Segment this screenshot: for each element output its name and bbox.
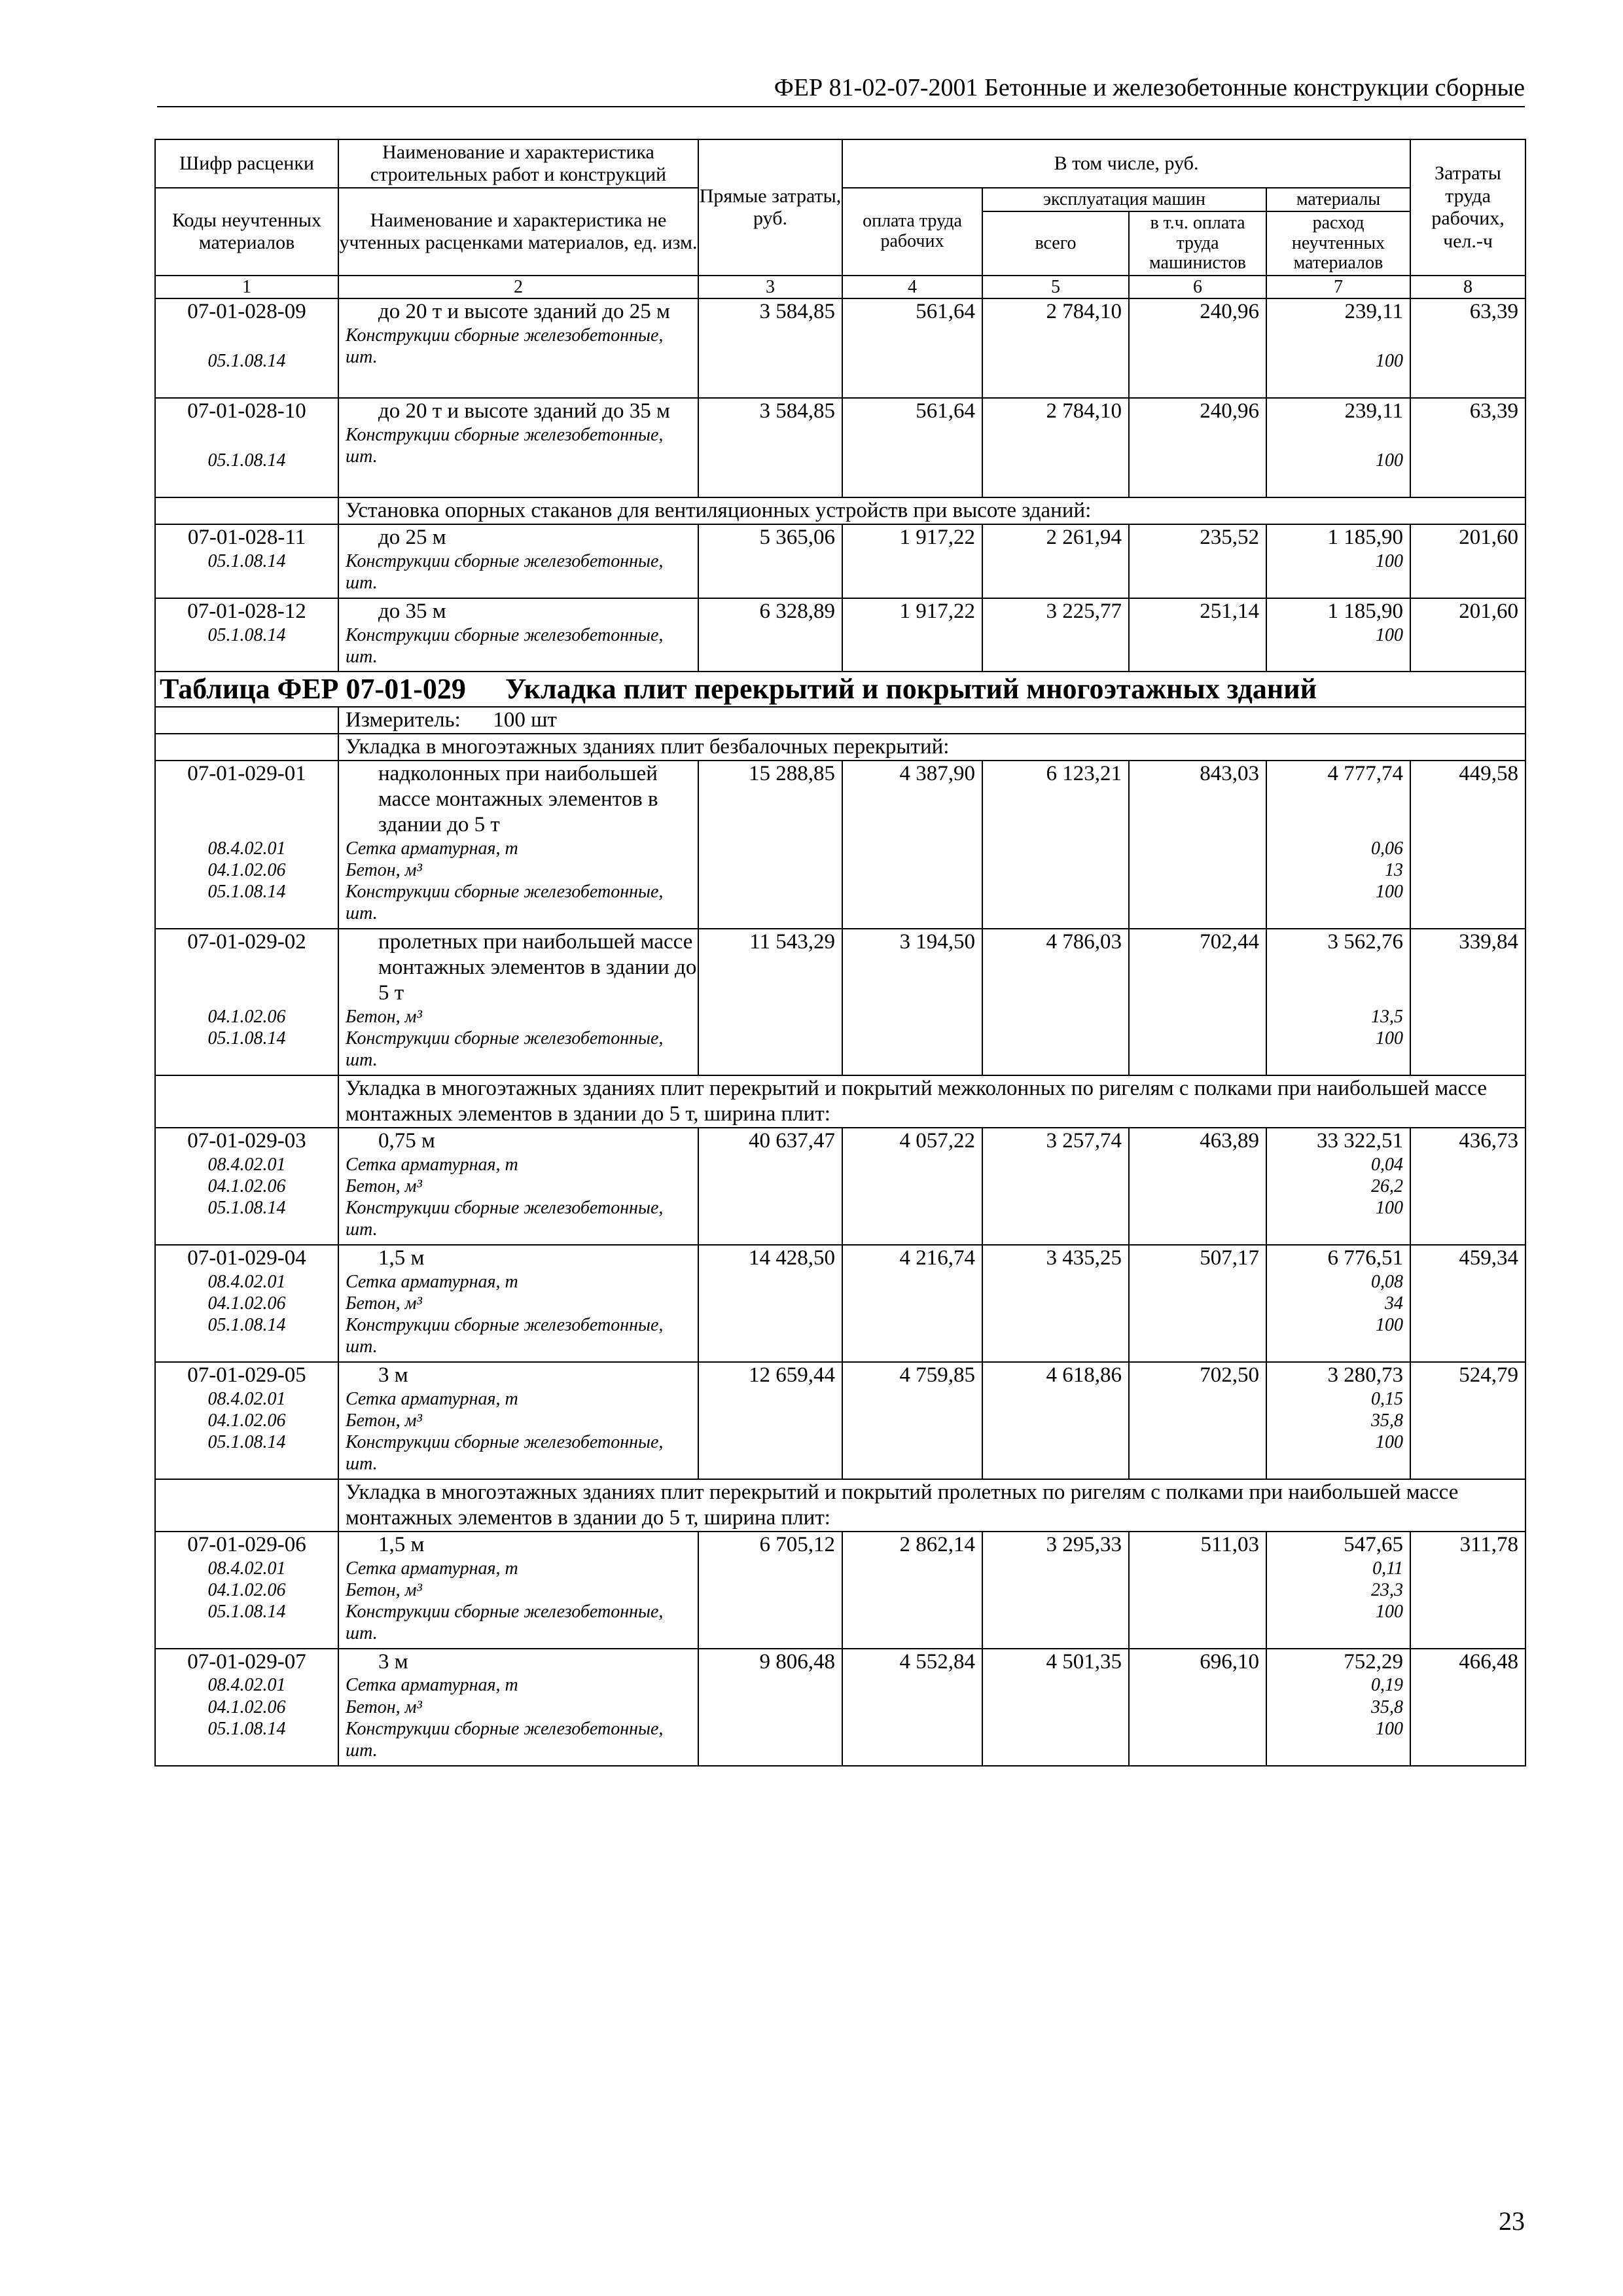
rate-name: до 20 т и высоте зданий до 35 м: [378, 399, 670, 423]
machinists-pay-cell: 702,50: [1129, 1362, 1266, 1479]
col-materials: материалы: [1266, 188, 1410, 211]
material-code: 04.1.02.06: [207, 1006, 286, 1027]
material-name: Конструкции сборные железобетонные, шт.: [346, 325, 664, 367]
col-labor-cost: Затраты труда рабочих, чел.-ч: [1410, 139, 1525, 276]
labor-hours-cell: 339,84: [1410, 929, 1525, 1075]
machinists-pay-cell: 240,96: [1129, 298, 1266, 398]
material-name: Сетка арматурная, т: [346, 1271, 518, 1292]
col-machinists-pay: в т.ч. оплата труда машинистов: [1129, 211, 1266, 276]
labor-pay-cell: 4 552,84: [842, 1649, 982, 1766]
material-code: 08.4.02.01: [207, 1558, 286, 1579]
materials-cell: [1266, 1128, 1410, 1245]
rate-name: до 20 т и высоте зданий до 25 м: [378, 300, 670, 324]
machinists-pay-cell: 843,03: [1129, 761, 1266, 929]
header-row-1: [155, 139, 1525, 188]
labor-pay-cell: 4 216,74: [842, 1245, 982, 1362]
rate-code: 07-01-028-10: [187, 399, 306, 423]
name-cell: [338, 1532, 698, 1649]
name-cell: [338, 1245, 698, 1362]
material-code: 05.1.08.14: [207, 882, 286, 903]
material-name: Бетон, м³: [346, 1696, 422, 1717]
name-cell: [338, 398, 698, 497]
material-qty: 0,11: [1372, 1558, 1404, 1579]
materials-value: 752,29: [1344, 1649, 1404, 1674]
material-code: 08.4.02.01: [207, 1154, 286, 1175]
labor-hours-cell: 63,39: [1410, 298, 1525, 398]
material-qty: 100: [1376, 1197, 1404, 1218]
rate-code: 07-01-028-09: [187, 300, 306, 324]
materials-value: 1 185,90: [1327, 599, 1404, 623]
material-name: Бетон, м³: [346, 1175, 422, 1196]
materials-cell: [1266, 1532, 1410, 1649]
rate-code: 07-01-029-01: [187, 762, 306, 786]
material-qty: 23,3: [1371, 1579, 1404, 1600]
material-qty: 100: [1376, 624, 1404, 645]
name-cell: [338, 761, 698, 929]
material-name: Конструкции сборные железобетонные, шт.: [346, 550, 664, 593]
rate-name: 3 м: [378, 1363, 408, 1387]
name-cell: [338, 524, 698, 598]
material-name: Конструкции сборные железобетонные, шт.: [346, 882, 664, 924]
material-code: 05.1.08.14: [207, 1718, 286, 1739]
material-code: 05.1.08.14: [207, 1197, 286, 1218]
labor-pay-cell: 3 194,50: [842, 929, 982, 1075]
material-code: 05.1.08.14: [207, 1028, 286, 1049]
material-name: Конструкции сборные железобетонные, шт.: [346, 1601, 664, 1643]
machines-total-cell: 3 295,33: [982, 1532, 1129, 1649]
col-number: 4: [842, 276, 982, 298]
table-row: [155, 761, 1525, 929]
material-qty: 0,04: [1371, 1154, 1404, 1175]
section-title: Укладка в многоэтажных зданиях плит безбалочных перекрытий:: [338, 734, 1525, 761]
machines-total-cell: 2 784,10: [982, 298, 1129, 398]
material-name: Бетон, м³: [346, 1410, 422, 1431]
labor-hours-cell: 449,58: [1410, 761, 1525, 929]
material-name: Конструкции сборные железобетонные, шт.: [346, 1197, 664, 1240]
labor-pay-cell: 2 862,14: [842, 1532, 982, 1649]
material-code: 05.1.08.14: [207, 350, 286, 371]
table-row: [155, 598, 1525, 672]
direct-cost-cell: 15 288,85: [698, 761, 842, 929]
direct-cost-cell: 6 705,12: [698, 1532, 842, 1649]
material-code: 04.1.02.06: [207, 1696, 286, 1717]
col-direct: Прямые затраты, руб.: [698, 139, 842, 276]
direct-cost-cell: 14 428,50: [698, 1245, 842, 1362]
material-code: 04.1.02.06: [207, 1293, 286, 1314]
materials-value: 239,11: [1344, 399, 1404, 423]
direct-cost-cell: 3 584,85: [698, 298, 842, 398]
rate-code: 07-01-029-07: [187, 1649, 306, 1674]
table-meter-row: [155, 707, 1525, 734]
col-code-top: Шифр расценки: [155, 139, 338, 188]
labor-pay-cell: 4 759,85: [842, 1362, 982, 1479]
material-code: 04.1.02.06: [207, 860, 286, 881]
name-cell: [338, 929, 698, 1075]
page-header: ФЕР 81-02-07-2001 Бетонные и железобетонные конструкции сборные: [157, 73, 1525, 107]
machines-total-cell: 6 123,21: [982, 761, 1129, 929]
table-row: [155, 929, 1525, 1075]
materials-cell: [1266, 1245, 1410, 1362]
col-number: 2: [338, 276, 698, 298]
table-row: [155, 1128, 1525, 1245]
materials-cell: [1266, 398, 1410, 497]
labor-hours-cell: 459,34: [1410, 1245, 1525, 1362]
material-name: Бетон, м³: [346, 1006, 422, 1027]
material-qty: 100: [1376, 1601, 1404, 1622]
material-qty: 100: [1376, 550, 1404, 571]
section-title: Укладка в многоэтажных зданиях плит перекрытий и покрытий пролетных по ригелям с полками при наибольшей массе монтажных элементов в здании до 5 т, ширина плит:: [338, 1479, 1525, 1532]
material-name: Сетка арматурная, т: [346, 1558, 518, 1579]
rate-name: 0,75 м: [378, 1128, 435, 1153]
material-qty: 13: [1385, 860, 1404, 881]
material-qty: 35,8: [1371, 1696, 1404, 1717]
table-meter: Измеритель: 100 шт: [338, 707, 1525, 734]
material-qty: 100: [1376, 1028, 1404, 1049]
col-machines-total: всего: [982, 211, 1129, 276]
col-code-bottom: Коды неучтенных материалов: [155, 188, 338, 276]
machinists-pay-cell: 696,10: [1129, 1649, 1266, 1766]
materials-value: 6 776,51: [1327, 1246, 1404, 1270]
labor-hours-cell: 466,48: [1410, 1649, 1525, 1766]
table-caption-row: [155, 672, 1525, 707]
direct-cost-cell: 40 637,47: [698, 1128, 842, 1245]
machines-total-cell: 4 618,86: [982, 1362, 1129, 1479]
labor-hours-cell: 63,39: [1410, 398, 1525, 497]
rate-code: 07-01-028-11: [187, 525, 306, 549]
section-empty-cell: [155, 497, 338, 524]
material-code: 04.1.02.06: [207, 1579, 286, 1600]
labor-pay-cell: 561,64: [842, 298, 982, 398]
material-name: Бетон, м³: [346, 860, 422, 881]
section-empty-cell: [155, 734, 338, 761]
rate-code: 07-01-029-06: [187, 1532, 306, 1556]
material-name: Конструкции сборные железобетонные, шт.: [346, 1718, 664, 1761]
direct-cost-cell: 12 659,44: [698, 1362, 842, 1479]
col-number: 1: [155, 276, 338, 298]
code-cell: [155, 1362, 338, 1479]
labor-hours-cell: 524,79: [1410, 1362, 1525, 1479]
material-qty: 0,15: [1371, 1388, 1404, 1409]
table-code: Таблица ФЕР 07-01-029: [160, 673, 466, 706]
code-cell: [155, 1532, 338, 1649]
material-qty: 26,2: [1371, 1175, 1404, 1196]
col-including: В том числе, руб.: [842, 139, 1410, 188]
rate-code: 07-01-028-12: [187, 599, 306, 623]
page-number: 23: [1499, 2206, 1525, 2236]
table-row: [155, 1362, 1525, 1479]
materials-cell: [1266, 1362, 1410, 1479]
machines-total-cell: 4 501,35: [982, 1649, 1129, 1766]
materials-value: 3 562,76: [1327, 930, 1404, 954]
col-number: 5: [982, 276, 1129, 298]
labor-pay-cell: 561,64: [842, 398, 982, 497]
section-title: Установка опорных стаканов для вентиляционных устройств при высоте зданий:: [338, 497, 1525, 524]
col-number: 7: [1266, 276, 1410, 298]
material-name: Конструкции сборные железобетонные, шт.: [346, 1431, 664, 1474]
rate-name: 1,5 м: [378, 1532, 425, 1556]
col-labor-pay: оплата труда рабочих: [842, 188, 982, 276]
section-row: [155, 734, 1525, 761]
name-cell: [338, 598, 698, 672]
rate-name: до 25 м: [378, 525, 446, 549]
machinists-pay-cell: 235,52: [1129, 524, 1266, 598]
material-name: Сетка арматурная, т: [346, 1154, 518, 1175]
materials-value: 547,65: [1344, 1532, 1404, 1556]
table-row: [155, 298, 1525, 398]
material-code: 08.4.02.01: [207, 838, 286, 859]
section-row: [155, 497, 1525, 524]
materials-value: 33 322,51: [1317, 1128, 1404, 1153]
table-row: [155, 1532, 1525, 1649]
col-number: 3: [698, 276, 842, 298]
materials-value: 1 185,90: [1327, 525, 1404, 549]
col-number: 8: [1410, 276, 1525, 298]
materials-cell: [1266, 598, 1410, 672]
rate-name: 1,5 м: [378, 1246, 425, 1270]
material-qty: 35,8: [1371, 1410, 1404, 1431]
material-name: Конструкции сборные железобетонные, шт.: [346, 1314, 664, 1357]
table-row: [155, 398, 1525, 497]
machinists-pay-cell: 463,89: [1129, 1128, 1266, 1245]
material-qty: 0,19: [1371, 1675, 1404, 1696]
machinists-pay-cell: 240,96: [1129, 398, 1266, 497]
materials-value: 3 280,73: [1327, 1363, 1404, 1387]
material-name: Бетон, м³: [346, 1293, 422, 1314]
material-qty: 34: [1385, 1293, 1404, 1314]
machines-total-cell: 4 786,03: [982, 929, 1129, 1075]
code-cell: [155, 1128, 338, 1245]
material-code: 05.1.08.14: [207, 1314, 286, 1335]
material-qty: 0,08: [1371, 1271, 1404, 1292]
table-title: Укладка плит перекрытий и покрытий многоэтажных зданий: [505, 673, 1317, 706]
col-machines: эксплуатация машин: [982, 188, 1266, 211]
materials-cell: [1266, 1649, 1410, 1766]
material-code: 04.1.02.06: [207, 1175, 286, 1196]
material-name: Сетка арматурная, т: [346, 1388, 518, 1409]
rate-code: 07-01-029-05: [187, 1363, 306, 1387]
table-row: [155, 524, 1525, 598]
direct-cost-cell: 6 328,89: [698, 598, 842, 672]
labor-hours-cell: 201,60: [1410, 524, 1525, 598]
material-code: 05.1.08.14: [207, 550, 286, 571]
section-row: [155, 1075, 1525, 1128]
material-code: 05.1.08.14: [207, 1601, 286, 1622]
table-row: [155, 1245, 1525, 1362]
material-name: Сетка арматурная, т: [346, 1675, 518, 1696]
name-cell: [338, 1128, 698, 1245]
material-code: 05.1.08.14: [207, 1431, 286, 1452]
material-code: 08.4.02.01: [207, 1388, 286, 1409]
col-name-top: Наименование и характеристика строительных работ и конструкций: [338, 139, 698, 188]
rate-code: 07-01-029-03: [187, 1128, 306, 1153]
rate-name: 3 м: [378, 1649, 408, 1674]
machinists-pay-cell: 251,14: [1129, 598, 1266, 672]
col-materials-unaccounted: расход неучтенных материалов: [1266, 211, 1410, 276]
rates-table: [154, 139, 1526, 1767]
rate-code: 07-01-029-02: [187, 930, 306, 954]
material-name: Сетка арматурная, т: [346, 838, 518, 859]
section-row: [155, 1479, 1525, 1532]
material-name: Конструкции сборные железобетонные, шт.: [346, 424, 664, 467]
code-cell: [155, 1245, 338, 1362]
machinists-pay-cell: 702,44: [1129, 929, 1266, 1075]
table-row: [155, 1649, 1525, 1766]
labor-pay-cell: 4 387,90: [842, 761, 982, 929]
code-cell: [155, 1649, 338, 1766]
code-cell: [155, 761, 338, 929]
direct-cost-cell: 3 584,85: [698, 398, 842, 497]
material-code: 08.4.02.01: [207, 1271, 286, 1292]
labor-pay-cell: 4 057,22: [842, 1128, 982, 1245]
code-cell: [155, 398, 338, 497]
labor-pay-cell: 1 917,22: [842, 524, 982, 598]
material-qty: 100: [1376, 1314, 1404, 1335]
labor-pay-cell: 1 917,22: [842, 598, 982, 672]
material-qty: 100: [1376, 1718, 1404, 1739]
materials-value: 4 777,74: [1327, 762, 1404, 786]
material-qty: 100: [1376, 1431, 1404, 1452]
machinists-pay-cell: 511,03: [1129, 1532, 1266, 1649]
labor-hours-cell: 311,78: [1410, 1532, 1525, 1649]
material-code: 05.1.08.14: [207, 450, 286, 471]
material-qty: 13,5: [1371, 1006, 1404, 1027]
code-cell: [155, 598, 338, 672]
material-code: 04.1.02.06: [207, 1410, 286, 1431]
name-cell: [338, 298, 698, 398]
materials-value: 239,11: [1344, 300, 1404, 324]
material-qty: 100: [1376, 882, 1404, 903]
code-cell: [155, 929, 338, 1075]
col-number: 6: [1129, 276, 1266, 298]
section-title: Укладка в многоэтажных зданиях плит перекрытий и покрытий межколонных по ригелям с полками при наибольшей массе монтажных элементов в здании до 5 т, ширина плит:: [338, 1075, 1525, 1128]
machinists-pay-cell: 507,17: [1129, 1245, 1266, 1362]
name-cell: [338, 1649, 698, 1766]
direct-cost-cell: 5 365,06: [698, 524, 842, 598]
rate-code: 07-01-029-04: [187, 1246, 306, 1270]
material-qty: 0,06: [1371, 838, 1404, 859]
materials-cell: [1266, 929, 1410, 1075]
table-caption: [155, 672, 1525, 707]
materials-cell: [1266, 298, 1410, 398]
rate-name: до 35 м: [378, 599, 446, 623]
material-name: Бетон, м³: [346, 1579, 422, 1600]
direct-cost-cell: 9 806,48: [698, 1649, 842, 1766]
name-cell: [338, 1362, 698, 1479]
materials-cell: [1266, 524, 1410, 598]
section-empty-cell: [155, 1479, 338, 1532]
rate-name: пролетных при наибольшей массе монтажных элементов в здании до 5 т: [378, 930, 697, 1005]
machines-total-cell: 3 225,77: [982, 598, 1129, 672]
section-empty-cell: [155, 1075, 338, 1128]
col-name-bottom: Наименование и характеристика не учтенных расценками материалов, ед. изм.: [338, 188, 698, 276]
direct-cost-cell: 11 543,29: [698, 929, 842, 1075]
meter-empty-cell: [155, 707, 338, 734]
labor-hours-cell: 436,73: [1410, 1128, 1525, 1245]
rate-name: надколонных при наибольшей массе монтажных элементов в здании до 5 т: [378, 762, 658, 837]
material-name: Конструкции сборные железобетонные, шт.: [346, 624, 664, 667]
code-cell: [155, 524, 338, 598]
material-qty: 100: [1376, 350, 1404, 371]
machines-total-cell: 3 257,74: [982, 1128, 1129, 1245]
materials-cell: [1266, 761, 1410, 929]
code-cell: [155, 298, 338, 398]
machines-total-cell: 2 261,94: [982, 524, 1129, 598]
material-code: 05.1.08.14: [207, 624, 286, 645]
material-name: Конструкции сборные железобетонные, шт.: [346, 1028, 664, 1070]
material-qty: 100: [1376, 450, 1404, 471]
machines-total-cell: 3 435,25: [982, 1245, 1129, 1362]
column-numbers-row: [155, 276, 1525, 298]
labor-hours-cell: 201,60: [1410, 598, 1525, 672]
material-code: 08.4.02.01: [207, 1675, 286, 1696]
machines-total-cell: 2 784,10: [982, 398, 1129, 497]
